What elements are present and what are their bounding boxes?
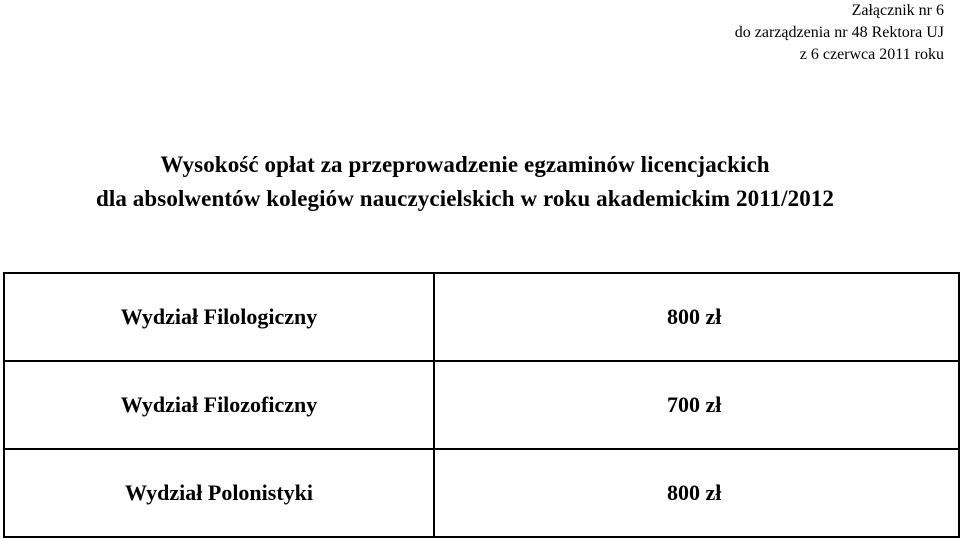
fee-amount: 700 zł (434, 361, 959, 449)
document-title-line-1: Wysokość opłat za przeprowadzenie egzaminów licencjackich (160, 152, 770, 177)
fee-table (3, 272, 960, 538)
table-row (4, 361, 959, 449)
document-title-line-2: dla absolwentów kolegiów nauczycielskich w roku akademickim 2011/2012 (95, 186, 835, 211)
annex-regulation: do zarządzenia nr 48 Rektora UJ (734, 24, 944, 41)
fee-amount: 800 zł (434, 449, 959, 537)
table-row (4, 273, 959, 361)
annex-number: Załącznik nr 6 (851, 2, 944, 19)
faculty-name: Wydział Filozoficzny (4, 361, 434, 449)
faculty-name: Wydział Polonistyki (4, 449, 434, 537)
table-row (4, 449, 959, 537)
faculty-name: Wydział Filologiczny (4, 273, 434, 361)
annex-header (735, 0, 944, 66)
annex-date: z 6 czerwca 2011 roku (799, 46, 944, 63)
fee-amount: 800 zł (434, 273, 959, 361)
